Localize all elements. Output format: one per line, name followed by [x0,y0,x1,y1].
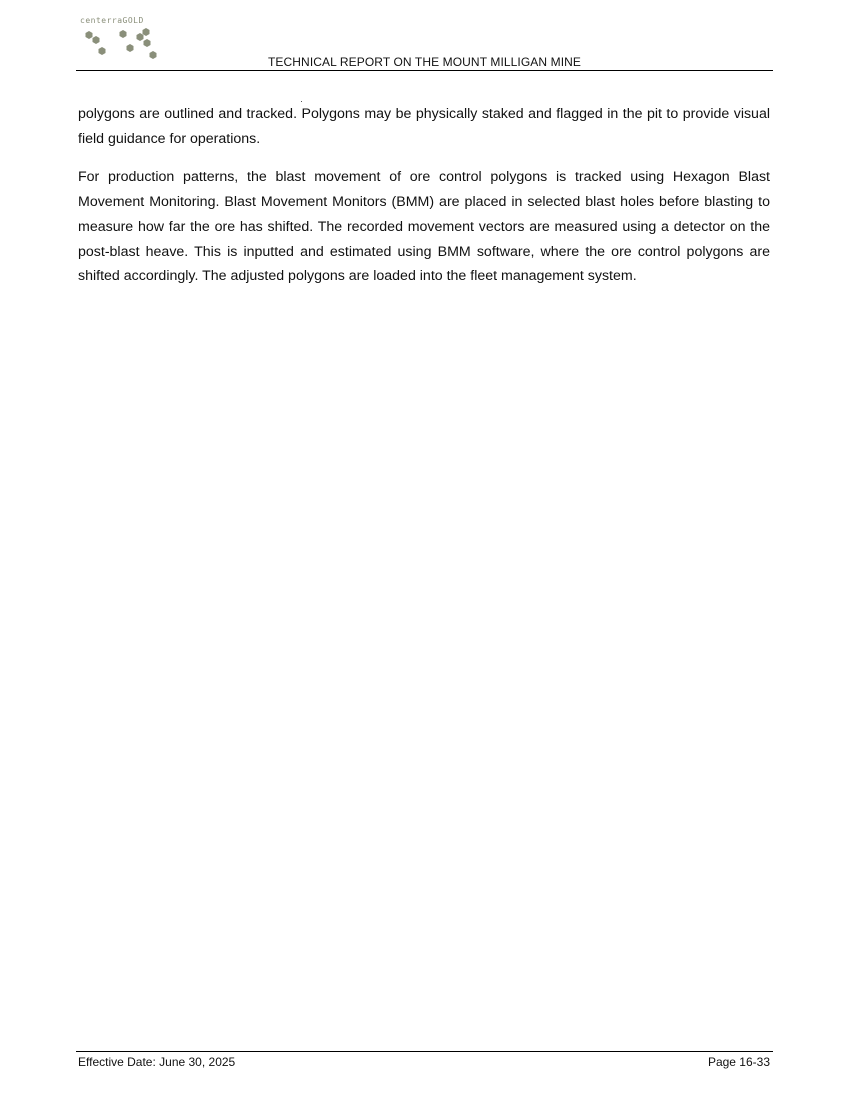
header-divider [76,70,773,71]
paragraph: polygons are outlined and tracked. Polygons may be physically staked and flagged in the pit to provide visual field guidance for operations. [78,106,770,147]
page-number: Page 16-33 [707,1055,770,1069]
effective-date: Effective Date: June 30, 2025 [78,1055,236,1069]
report-title: TECHNICAL REPORT ON THE MOUNT MILLIGAN MINE [267,55,581,69]
footer-divider [76,1051,773,1052]
paragraph: For production patterns, the blast movement of ore control polygons is tracked using Hexagon Blast Movement Monitoring. Blast Movement Monitors (BMM) are placed in selected blast holes before blasting to measure how far the ore has shifted. The recorded movement vectors are measured using a detector on the post-blast heave. This is inputted and estimated using BMM software, where the ore control polygons are shifted accordingly. The adjusted polygons are loaded into the fleet management system. [78,169,770,285]
logo-wordmark: centerraGOLD [80,16,144,25]
body-text [78,102,770,303]
